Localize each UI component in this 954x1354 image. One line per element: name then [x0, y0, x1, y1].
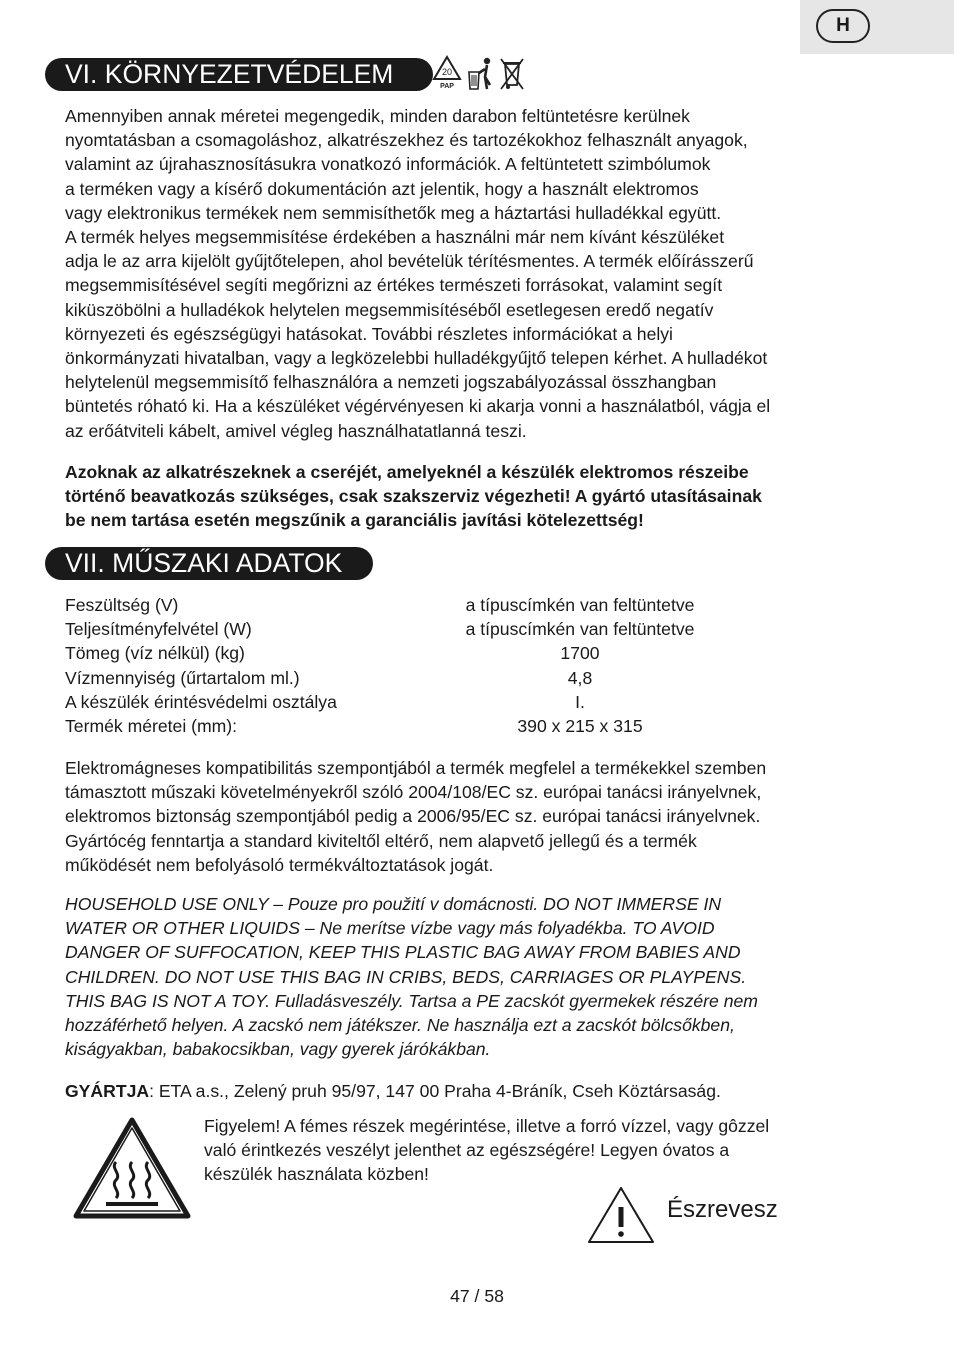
text-line: A termék helyes megsemmisítése érdekében a használni már nem kívánt készüléket [65, 227, 725, 248]
text-line: WATER OR OTHER LIQUIDS – Ne merítse vízbe vagy más folyadékba. TO AVOID [65, 918, 715, 939]
spec-row [65, 641, 865, 665]
text-line: HOUSEHOLD USE ONLY – Pouze pro použití v domácnosti. DO NOT IMMERSE IN [65, 894, 722, 914]
manufacturer-label: GYÁRTJA [65, 1081, 150, 1101]
text-line: valamint az újrahasznosításukra vonatkozó információk. A feltüntetett szimbólumok [65, 154, 711, 175]
svg-text:PAP: PAP [440, 83, 454, 90]
text-line: büntetés róható ki. Ha a készüléket végérvényesen ki akarja vonni a használatból, vágja el [65, 396, 771, 417]
text-line: elektromos biztonság szempontjából pedig a 2006/95/EC sz. európai tanácsi irányelvnek. [65, 806, 761, 827]
text-line: környezeti és egészségügyi hatásokat. További részletes információkat a helyi [65, 323, 673, 344]
safety-notice-italic [65, 892, 895, 1061]
text-line: kiküszöbölni a hulladékok helytelen megsemmisítéséből esetlegesen eredő negatív [65, 299, 714, 320]
spec-row [65, 593, 865, 617]
section-title-environment: VI. KÖRNYEZETVÉDELEM [45, 58, 433, 91]
crossed-wheelie-bin-icon [498, 55, 526, 91]
text-line: Amennyiben annak méretei megengedik, minden darabon feltüntetésre kerülnek [65, 106, 690, 126]
hot-surface-warning-icon [72, 1116, 192, 1222]
text-line: Figyelem! A fémes részek megérintése, illetve a forró vízzel, vagy gôzzel [204, 1116, 770, 1136]
manufacturer-line [65, 1079, 895, 1103]
service-warning [65, 460, 895, 533]
spec-label: A készülék érintésvédelmi osztálya [65, 691, 337, 712]
language-badge: H [816, 9, 870, 43]
spec-row [65, 617, 865, 641]
text-line: kiságyakban, babakocsikban, vagy gyerek járókákban. [65, 1039, 491, 1060]
spec-value: I. [575, 691, 585, 712]
text-line: Azoknak az alkatrészeknek a cseréjét, amelyeknél a készülék elektromos részeibe [65, 462, 749, 482]
text-line: Elektromágneses kompatibilitás szempontjából a termék megfelel a termékekkel szemben [65, 758, 767, 778]
text-line: helytelenül megsemmisítő felhasználóra a nemzeti jogszabályozással összhangban [65, 372, 717, 393]
text-line: adja le az arra kijelölt gyűjtőtelepen, ahol bevételük térítésmentes. A termék előírásszerű [65, 251, 754, 272]
specs-table [65, 593, 865, 738]
manufacturer-address: : ETA a.s., Zelený pruh 95/97, 147 00 Praha 4-Bráník, Cseh Köztársaság. [149, 1081, 721, 1101]
spec-row [65, 690, 865, 714]
spec-value: a típuscímkén van feltüntetve [465, 595, 695, 615]
text-line: való érintkezés veszélyt jelenthet az egészségére! Legyen óvatos a [204, 1140, 730, 1161]
text-line: támasztott műszaki követelményekről szóló 2004/108/EC sz. európai tanácsi irányelvnek, [65, 782, 762, 803]
spec-label: Tömeg (víz nélkül) (kg) [65, 643, 245, 664]
spec-label: Termék méretei (mm): [65, 715, 238, 736]
text-line: THIS BAG IS NOT A TOY. Fulladásveszély. Tartsa a PE zacskót gyermekek részére nem [65, 990, 758, 1011]
text-line: az erőátviteli kábelt, amivel végleg használhatatlanná teszi. [65, 420, 527, 441]
text-line: készülék használata közben! [204, 1164, 429, 1185]
emc-paragraph [65, 756, 895, 877]
text-line: be nem tartása esetén megszűnik a garanciális javítási kötelezettség! [65, 510, 644, 531]
text-line: a terméken vagy a kísérő dokumentáción azt jelentik, hogy a használt elektromos [65, 178, 699, 199]
text-line: Gyártócég fenntartja a standard kiviteltől eltérő, nem alapvető jellegű és a termék [65, 830, 697, 851]
text-line: történő beavatkozás szükséges, csak szakszerviz végezheti! A gyártó utasításainak [65, 486, 762, 507]
recycle-20-pap-icon [432, 55, 462, 91]
spec-value: 4,8 [567, 667, 593, 688]
text-line: megsemmisítésével segíti megőrizni az értékes természeti forrásokat, valamint segít [65, 275, 723, 296]
text-line: működését nem befolyásoló termékváltoztatások jogát. [65, 854, 494, 875]
text-line: vagy elektronikus termékek nem semmisíthetők meg a háztartási hulladékkal együtt. [65, 202, 722, 223]
page-number: 47 / 58 [450, 1286, 504, 1306]
environment-paragraph [65, 104, 895, 443]
spec-label: Feszültség (V) [65, 595, 179, 615]
text-line: CHILDREN. DO NOT USE THIS BAG IN CRIBS, BEDS, CARRIAGES OR PLAYPENS. [65, 966, 747, 987]
spec-row [65, 714, 865, 738]
spec-label: Vízmennyiség (űrtartalom ml.) [65, 667, 300, 688]
text-line: DANGER OF SUFFOCATION, KEEP THIS PLASTIC BAG AWAY FROM BABIES AND [65, 942, 741, 963]
note-label: Észrevesz [667, 1196, 778, 1223]
environment-icons [432, 55, 526, 91]
person-bin-icon [466, 55, 494, 91]
hot-surface-warning-text [204, 1114, 884, 1187]
spec-label: Teljesítményfelvétel (W) [65, 619, 252, 640]
text-line: hozzáférhető helyen. A zacskó nem játékszer. Ne használja ezt a zacskót bölcsőkben, [65, 1015, 735, 1036]
spec-value: 390 x 215 x 315 [517, 715, 643, 736]
exclamation-warning-icon [586, 1185, 656, 1245]
text-line: nyomtatásban a csomagoláshoz, alkatrészekhez és tartozékokhoz felhasznált anyagok, [65, 130, 748, 151]
spec-row [65, 666, 865, 690]
section-title-specs: VII. MŰSZAKI ADATOK [45, 547, 373, 580]
spec-value: 1700 [560, 643, 600, 664]
spec-value: a típuscímkén van feltüntetve [465, 619, 695, 640]
svg-text:20: 20 [441, 67, 453, 77]
text-line: önkormányzati hivatalban, vagy a legközelebbi hulladékgyűjtő telepen kérhet. A hulladékot [65, 348, 768, 369]
language-tab [800, 0, 954, 54]
